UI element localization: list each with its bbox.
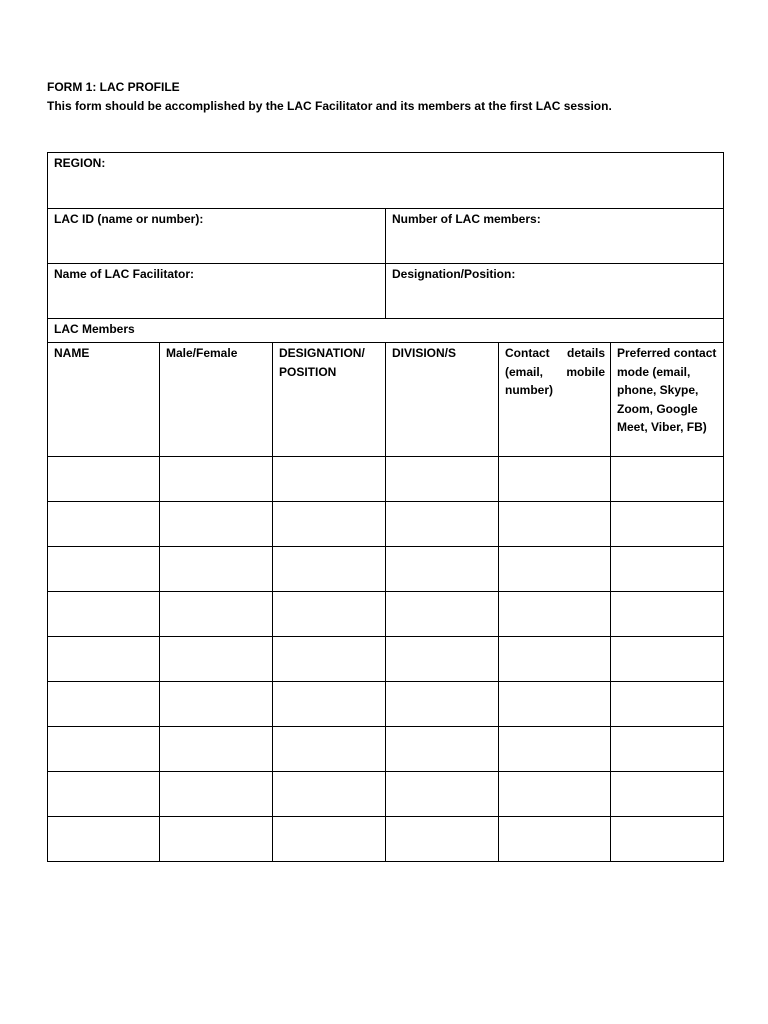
designation-cell[interactable] xyxy=(273,457,386,502)
contact-cell[interactable] xyxy=(499,502,611,547)
name-cell[interactable] xyxy=(48,682,160,727)
table-row xyxy=(48,592,724,637)
column-header-preferred-mode-label: Preferred contact mode (email, phone, Skype, Zoom, Google Meet, Viber, FB) xyxy=(617,346,717,434)
column-header-designation xyxy=(273,343,386,457)
column-header-contact xyxy=(499,343,611,457)
division-cell[interactable] xyxy=(386,457,499,502)
form-title: FORM 1: LAC PROFILE xyxy=(47,80,180,94)
column-header-designation-label: DESIGNATION/ POSITION xyxy=(279,346,365,379)
table-row xyxy=(48,457,724,502)
preferred-mode-cell[interactable] xyxy=(611,502,724,547)
preferred-mode-cell[interactable] xyxy=(611,772,724,817)
contact-cell[interactable] xyxy=(499,817,611,862)
members-section-label: LAC Members xyxy=(54,322,135,336)
designation-cell[interactable] xyxy=(273,727,386,772)
sex-cell[interactable] xyxy=(160,682,273,727)
column-header-contact-label: Contact details (email, mobile number) xyxy=(505,346,605,397)
lac-id-row xyxy=(48,209,724,264)
column-header-preferred-mode xyxy=(611,343,724,457)
name-cell[interactable] xyxy=(48,592,160,637)
contact-cell[interactable] xyxy=(499,592,611,637)
table-row xyxy=(48,817,724,862)
contact-cell[interactable] xyxy=(499,637,611,682)
sex-cell[interactable] xyxy=(160,727,273,772)
table-row xyxy=(48,637,724,682)
table-row xyxy=(48,727,724,772)
name-cell[interactable] xyxy=(48,547,160,592)
column-header-division xyxy=(386,343,499,457)
name-cell[interactable] xyxy=(48,637,160,682)
preferred-mode-cell[interactable] xyxy=(611,727,724,772)
column-header-name xyxy=(48,343,160,457)
table-row xyxy=(48,772,724,817)
sex-cell[interactable] xyxy=(160,637,273,682)
column-header-sex-label: Male/Female xyxy=(166,346,238,360)
members-header-row xyxy=(48,343,724,457)
sex-cell[interactable] xyxy=(160,817,273,862)
designation-cell[interactable] xyxy=(273,502,386,547)
sex-cell[interactable] xyxy=(160,547,273,592)
preferred-mode-cell[interactable] xyxy=(611,547,724,592)
division-cell[interactable] xyxy=(386,637,499,682)
name-cell[interactable] xyxy=(48,502,160,547)
lac-id-label: LAC ID (name or number): xyxy=(54,212,204,226)
name-cell[interactable] xyxy=(48,457,160,502)
division-cell[interactable] xyxy=(386,592,499,637)
lac-profile-form-table xyxy=(47,152,724,862)
form-instructions: This form should be accomplished by the LAC Facilitator and its members at the first LAC session. xyxy=(47,99,612,113)
division-cell[interactable] xyxy=(386,727,499,772)
sex-cell[interactable] xyxy=(160,592,273,637)
designation-cell[interactable] xyxy=(273,682,386,727)
preferred-mode-cell[interactable] xyxy=(611,682,724,727)
preferred-mode-cell[interactable] xyxy=(611,817,724,862)
members-section-row xyxy=(48,319,724,343)
sex-cell[interactable] xyxy=(160,772,273,817)
preferred-mode-cell[interactable] xyxy=(611,457,724,502)
table-row xyxy=(48,502,724,547)
facilitator-name-label: Name of LAC Facilitator: xyxy=(54,267,195,281)
contact-cell[interactable] xyxy=(499,547,611,592)
designation-cell[interactable] xyxy=(273,547,386,592)
table-row xyxy=(48,547,724,592)
facilitator-row xyxy=(48,264,724,319)
designation-cell[interactable] xyxy=(273,592,386,637)
column-header-sex xyxy=(160,343,273,457)
sex-cell[interactable] xyxy=(160,502,273,547)
sex-cell[interactable] xyxy=(160,457,273,502)
designation-cell[interactable] xyxy=(273,817,386,862)
designation-cell[interactable] xyxy=(273,637,386,682)
members-count-field[interactable] xyxy=(386,209,724,264)
name-cell[interactable] xyxy=(48,727,160,772)
region-row xyxy=(48,153,724,209)
members-count-label: Number of LAC members: xyxy=(392,212,541,226)
name-cell[interactable] xyxy=(48,772,160,817)
contact-cell[interactable] xyxy=(499,682,611,727)
division-cell[interactable] xyxy=(386,772,499,817)
column-header-division-label: DIVISION/S xyxy=(392,346,457,360)
facilitator-name-field[interactable] xyxy=(48,264,386,319)
contact-cell[interactable] xyxy=(499,772,611,817)
name-cell[interactable] xyxy=(48,817,160,862)
table-row xyxy=(48,682,724,727)
region-label: REGION: xyxy=(54,156,106,170)
contact-cell[interactable] xyxy=(499,457,611,502)
region-field[interactable] xyxy=(48,153,724,209)
lac-id-field[interactable] xyxy=(48,209,386,264)
division-cell[interactable] xyxy=(386,502,499,547)
preferred-mode-cell[interactable] xyxy=(611,637,724,682)
designation-cell[interactable] xyxy=(273,772,386,817)
designation-field[interactable] xyxy=(386,264,724,319)
division-cell[interactable] xyxy=(386,547,499,592)
members-section-cell xyxy=(48,319,724,343)
division-cell[interactable] xyxy=(386,817,499,862)
division-cell[interactable] xyxy=(386,682,499,727)
column-header-name-label: NAME xyxy=(54,346,90,360)
contact-cell[interactable] xyxy=(499,727,611,772)
preferred-mode-cell[interactable] xyxy=(611,592,724,637)
designation-label: Designation/Position: xyxy=(392,267,516,281)
